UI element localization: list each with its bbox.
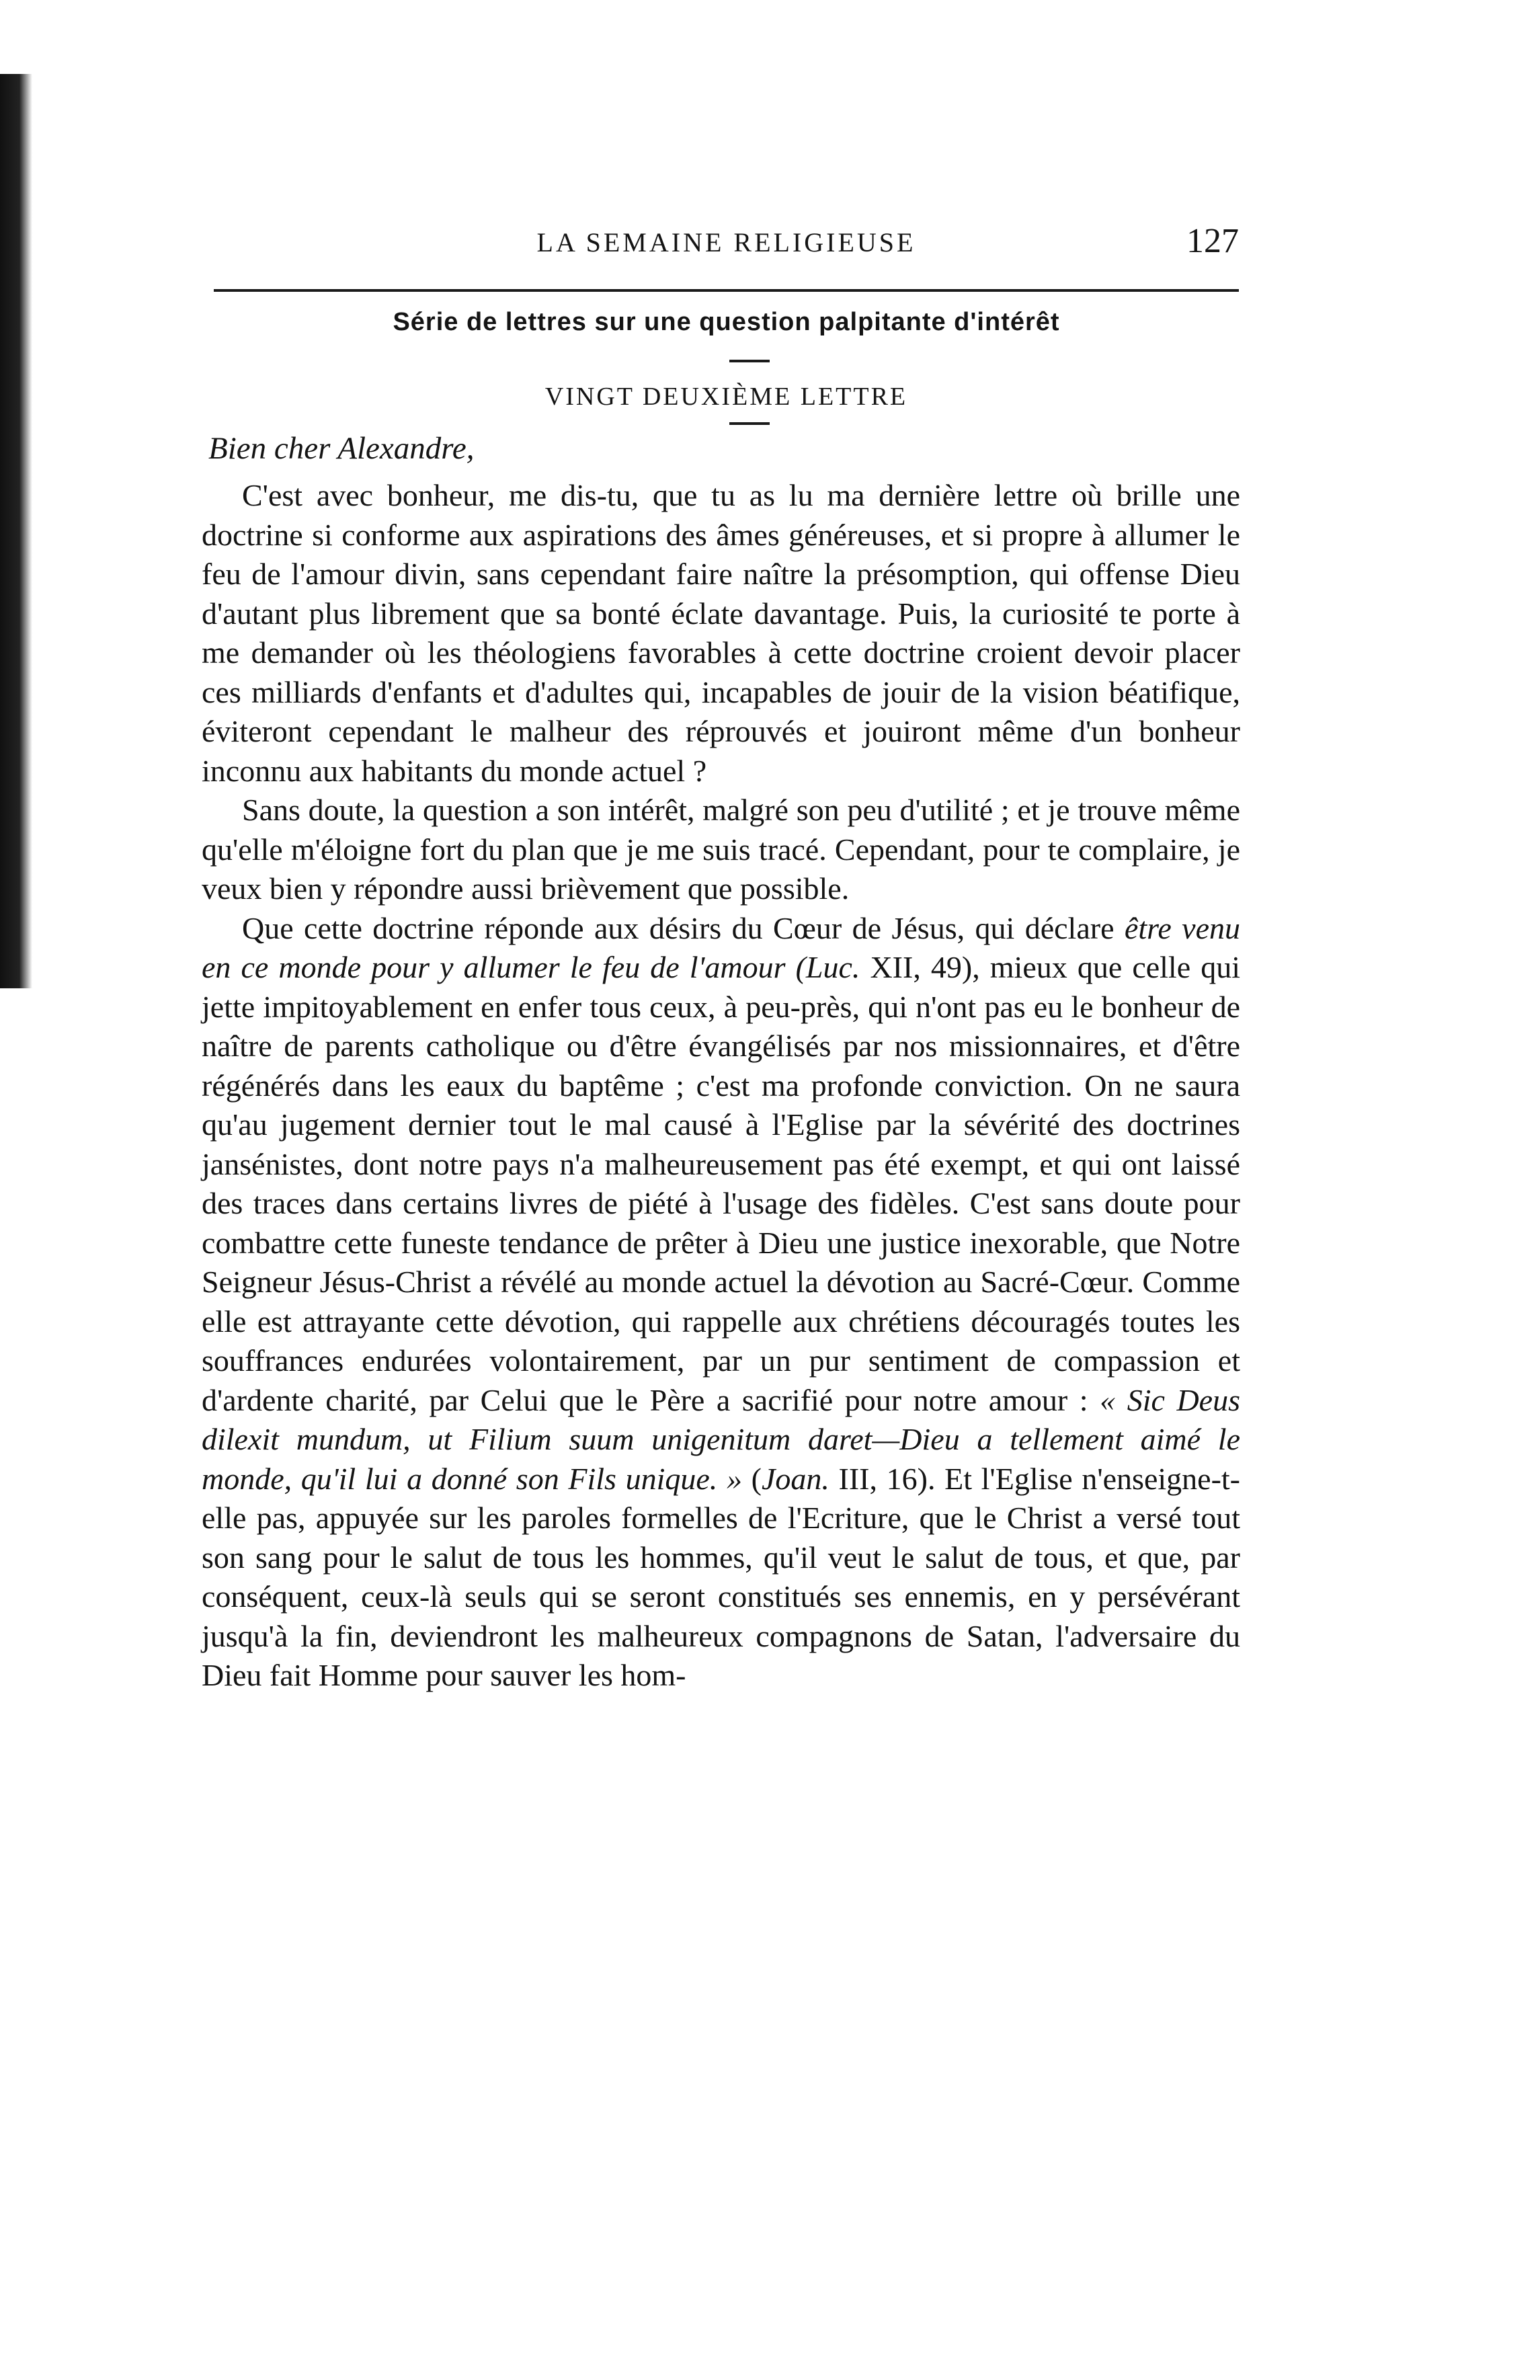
paragraph-3-text-a: Que cette doctrine réponde aux désirs du Cœur de Jésus, qui déclare <box>242 910 1125 945</box>
title-divider-top <box>729 360 770 362</box>
header-rule <box>214 289 1239 292</box>
running-title: LA SEMAINE RELIGIEUSE <box>536 227 916 257</box>
scan-binding-shadow <box>0 74 32 988</box>
paragraph-3-text-g: III, 16). Et l'Eglise n'enseigne-t-elle pas, appuyée sur les paroles formelles de l'Ecriture, que le Christ a versé tout son sang pour le salut de tous les hommes, qu'il veut le salut de tous, et que, par conséquent, ceux-là seuls qui se seront constitués ses ennemis, en y persévérant jusqu'à la fin, deviendront les malheureux compagnons de Satan, l'adversaire du Dieu fait Homme pour sauver les hom- <box>202 1461 1240 1692</box>
salutation: Bien cher Alexandre, <box>208 431 475 466</box>
page-number: 127 <box>1186 222 1239 260</box>
paragraph-3-text-c: XII, 49), mieux que celle qui jette impitoyablement en enfer tous ceux, à peu-près, qui n'ont pas eu le bonheur de naître de parents catholique ou d'être évangélisés par nos missionnaires, et d'être régénérés dans les eaux du baptême ; c'est ma profonde conviction. On ne saura qu'au jugement dernier tout le mal causé à l'Eglise par la sévérité des doctrines jansénistes, dont notre pays n'a malheureusement pas été exempt, et qui ont laissé des traces dans certains livres de piété à l'usage des fidèles. C'est sans doute pour combattre cette funeste tendance de prêter à Dieu une justice inexorable, que Notre Seigneur Jésus-Christ a révélé au monde actuel la dévotion au Sacré-Cœur. Comme elle est attrayante cette dévotion, qui rappelle aux chrétiens découragés toutes les souffrances endurées volontairement, par un pur sentiment de compassion et d'ardente charité, par Celui que le Père a sacrifié pour notre amour : <box>202 950 1240 1417</box>
title-divider-bottom <box>729 422 770 425</box>
running-header <box>214 219 1239 266</box>
letter-title: VINGT DEUXIÈME LETTRE <box>544 383 908 411</box>
paragraph-1: C'est avec bonheur, me dis-tu, que tu as lu ma dernière lettre où brille une doctrine si conforme aux aspirations des âmes généreuses, et si propre à allumer le feu de l'amour divin, sans cependant faire naître la présomption, qui offense Dieu d'autant plus librement que sa bonté éclate davantage. Puis, la curiosité te porte à me demander où les théologiens favorables à cette doctrine croient devoir placer ces milliards d'enfants et d'adultes qui, incapables de jouir de la vision béatifique, éviteront cependant le malheur des réprouvés et jouiront même d'un bonheur inconnu aux habitants du monde actuel ? <box>202 478 1240 788</box>
paragraph-3-citation-joan: Joan. <box>761 1461 829 1496</box>
paragraph-2: Sans doute, la question a son intérêt, malgré son peu d'utilité ; et je trouve même qu'elle m'éloigne fort du plan que je me suis tracé. Cependant, pour te complaire, je veux bien y répondre aussi brièvement que possible. <box>202 793 1240 906</box>
paragraph-3-quote-john: « Sic Deus dilexit mundum, ut Filium suum unigenitum daret—Dieu a tellement aimé le monde, qu'il lui a donné son Fils unique. » <box>202 1382 1240 1496</box>
series-title: Série de lettres sur une question palpitante d'intérêt <box>393 308 1060 336</box>
letter-body <box>202 476 1240 1696</box>
paragraph-3-text-e: ( <box>741 1461 762 1496</box>
paragraph-3 <box>202 909 1240 1696</box>
paragraph-3-quote-luke: être venu en ce monde pour y allumer le feu de l'amour (Luc. <box>202 910 1240 984</box>
